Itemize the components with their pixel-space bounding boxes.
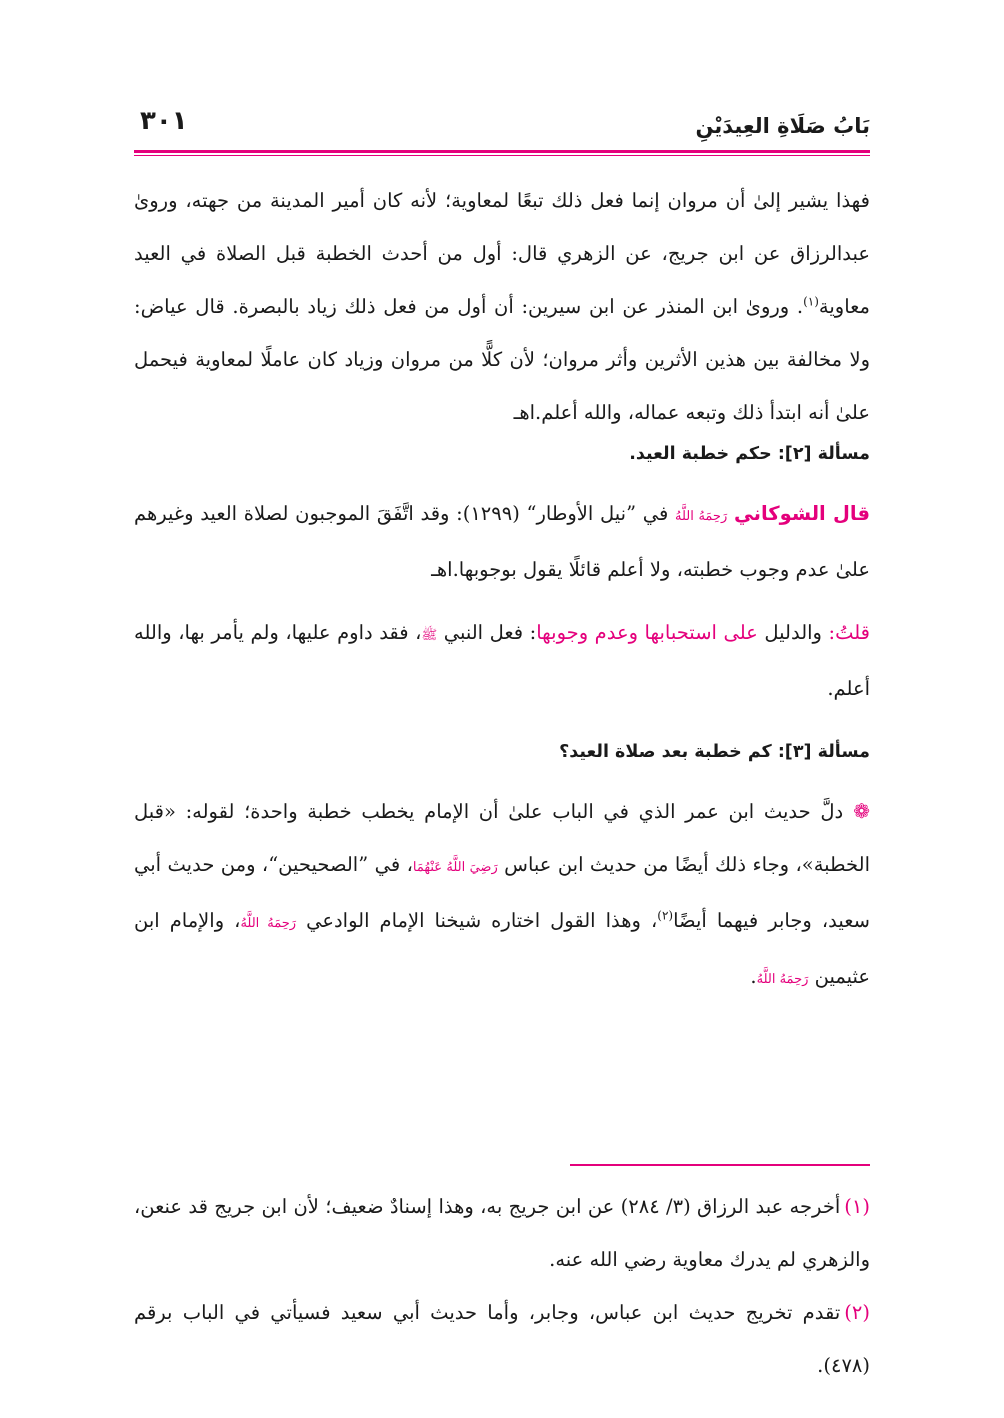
qultu-post: : فعل النبي [443, 621, 537, 644]
honorific: رَحِمَهُ اللَّهُ [756, 972, 809, 987]
paragraph-text: ، في ”الصحيحين“، ومن حديث أبي سعيد، وجابر فيهما أيضًا [134, 853, 871, 932]
running-title: بَابُ صَلَاةِ العِيدَيْنِ [695, 114, 870, 138]
paragraph-text-rest: . وروىٰ ابن المنذر عن ابن سيرين: أن أول من فعل ذلك زياد بالبصرة. قال عياض: ولا مخالفة بين هذين الأثرين وأثر مروان؛ لأن كلًّا من مروان وزياد كان عاملًا لمعاوية فيحمل علىٰ أنه ابتدأ ذلك وتبعه عماله، والله أعلم.اهـ [134, 295, 870, 424]
footnote-number: (١) [844, 1195, 870, 1218]
footnote-2 [134, 1286, 870, 1392]
footnotes [134, 1180, 870, 1392]
paragraph-text: دلَّ حديث ابن عمر الذي في الباب علىٰ أن الإمام يخطب خطبة واحدة؛ لقوله: «قبل الخطبة»، وجاء ذلك أيضًا من حديث ابن عباس [134, 800, 870, 876]
honorific: رَضِيَ اللَّهُ عَنْهُمَا [412, 860, 498, 875]
paragraph-text: فهذا يشير إلىٰ أن مروان إنما فعل ذلك تبعًا لمعاوية؛ لأنه كان أمير المدينة من جهته، وروىٰ عبدالرزاق عن ابن جريج، عن الزهري قال: أول من أحدث الخطبة قبل الصلاة في العيد معاوية [134, 189, 870, 318]
issue-heading-3 [134, 737, 870, 767]
issue-label: مسألة [٢]: [777, 444, 870, 464]
footnote-1 [134, 1180, 870, 1286]
paragraph-text: ، والإمام ابن عثيمين [134, 909, 870, 988]
paragraph-text: . [750, 965, 757, 988]
footnote-text: أخرجه عبد الرزاق (٣/ ٢٨٤) عن ابن جريج به، وهذا إسنادٌ ضعيف؛ لأن ابن جريج قد عنعن، والزهري لم يدرك معاوية رضي الله عنه. [134, 1195, 870, 1271]
paragraph-qultu [134, 606, 870, 715]
prophet-honorific: ﷺ [421, 628, 438, 643]
issue-label: مسألة [٣]: [777, 742, 870, 762]
header-rule [134, 150, 870, 153]
footnote-ref-2[interactable]: (٢) [657, 908, 674, 923]
page-header [134, 100, 870, 146]
issue-heading-2 [134, 439, 870, 469]
paragraph-one-khutba [134, 785, 870, 1006]
qultu-rest: ، فقد داوم عليها، ولم يأمر بها، والله أعلم. [134, 621, 870, 700]
footnote-number: (٢) [844, 1301, 870, 1324]
footnote-separator [570, 1164, 870, 1166]
issue-title: كم خطبة بعد صلاة العيد؟ [559, 742, 772, 762]
issue-title: حكم خطبة العيد. [629, 444, 772, 464]
honorific: رَحِمَهُ اللَّهُ [240, 916, 297, 931]
page-body [134, 174, 870, 1006]
book-page [134, 100, 871, 1377]
paragraph-shawkani [134, 487, 870, 596]
paragraph-muawiya [134, 174, 870, 439]
qultu-pre: والدليل [764, 621, 822, 644]
page-number: ٣٠١ [140, 106, 188, 136]
qultu-highlight: على استحبابها وعدم وجوبها [536, 621, 758, 644]
honorific: رَحِمَهُ اللَّهُ [674, 509, 728, 524]
rosette-icon: ❁ [853, 799, 870, 823]
footnote-text: تقدم تخريج حديث ابن عباس، وجابر، وأما حديث أبي سعيد فسيأتي في الباب برقم (٤٧٨). [134, 1301, 870, 1377]
footnote-ref-1[interactable]: (١) [803, 294, 819, 309]
header-rule-thin [134, 155, 870, 156]
scholar-name: قال الشوكاني [733, 502, 871, 525]
qultu-label: قلتُ: [828, 621, 870, 644]
paragraph-text: ، وهذا القول اختاره شيخنا الإمام الوادعي [306, 909, 658, 932]
quote-text: في ”نيل الأوطار“ (١٢٩٩): وقد اتَّفَقَ الموجبون لصلاة العيد وغيرهم علىٰ عدم وجوب خطبته، ولا أعلم قائلًا يقول بوجوبها.اهـ [134, 502, 870, 581]
